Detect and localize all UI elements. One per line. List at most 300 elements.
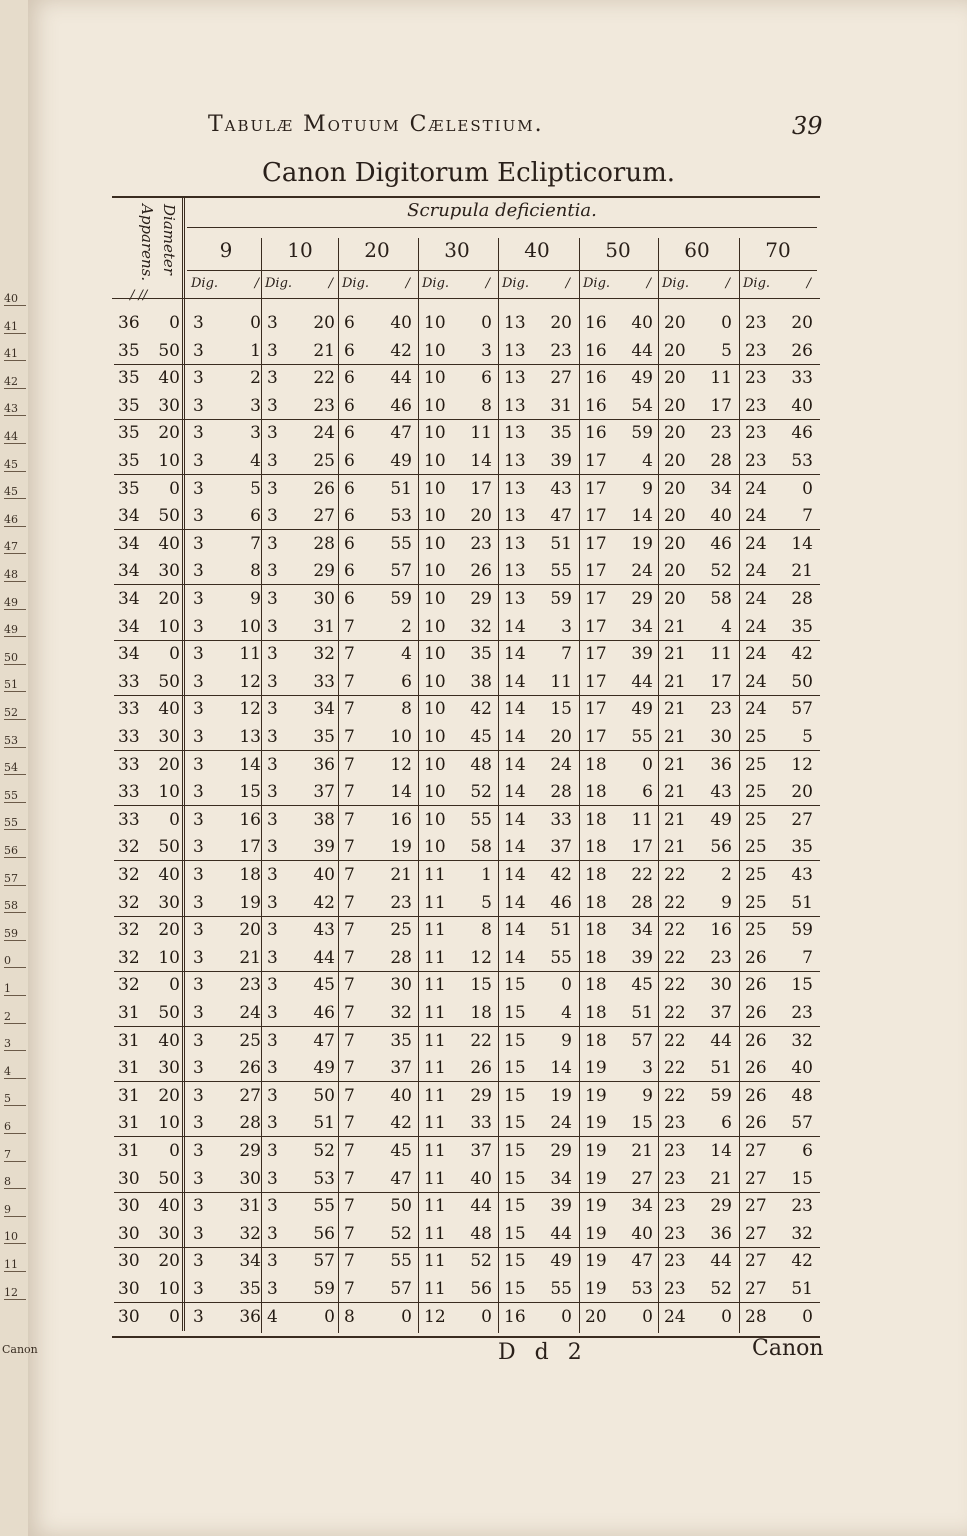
cell-digits: 17 <box>585 644 607 665</box>
cell-digits: 3 <box>267 1003 278 1023</box>
cell-digits: 23 <box>745 395 767 416</box>
digits-label: Dig. <box>583 276 611 291</box>
facing-page-number: 44 <box>4 430 26 444</box>
cell-minutes: 51 <box>791 1279 813 1299</box>
diameter-seconds: 0 <box>169 1306 180 1327</box>
cell-minutes: 40 <box>710 506 732 527</box>
diameter-minutes: 34 <box>118 561 140 582</box>
cell-digits: 3 <box>267 644 278 665</box>
cell-minutes: 57 <box>390 1279 412 1299</box>
cell-digits: 3 <box>193 506 204 527</box>
cell-minutes: 37 <box>550 837 572 858</box>
signature-mark: D d 2 <box>498 1340 588 1365</box>
table-row <box>114 420 820 446</box>
cell-minutes: 44 <box>390 368 412 389</box>
cell-digits: 3 <box>267 837 278 858</box>
cell-digits: 7 <box>344 920 355 941</box>
cell-digits: 3 <box>267 1196 278 1217</box>
cell-digits: 13 <box>504 589 526 609</box>
cell-minutes: 42 <box>791 1251 813 1272</box>
cell-digits: 3 <box>193 313 204 333</box>
cell-minutes: 28 <box>239 1113 261 1134</box>
cell-digits: 25 <box>745 782 767 803</box>
cell-minutes: 48 <box>470 1223 492 1244</box>
cell-digits: 22 <box>664 1058 686 1079</box>
cell-digits: 6 <box>344 340 355 361</box>
cell-digits: 27 <box>745 1141 767 1161</box>
cell-minutes: 42 <box>550 865 572 885</box>
cell-digits: 24 <box>745 478 767 499</box>
column-rule <box>418 238 419 1333</box>
cell-minutes: 42 <box>390 340 412 361</box>
cell-minutes: 59 <box>313 1279 335 1299</box>
cell-minutes: 20 <box>791 782 813 803</box>
facing-page-number: 53 <box>4 734 26 748</box>
cell-digits: 21 <box>664 644 686 665</box>
cell-minutes: 35 <box>791 837 813 858</box>
cell-digits: 17 <box>585 671 607 692</box>
cell-digits: 3 <box>267 1030 278 1051</box>
facing-page-number: 45 <box>4 485 26 499</box>
cell-minutes: 7 <box>561 644 572 665</box>
cell-digits: 7 <box>344 865 355 885</box>
cell-minutes: 44 <box>710 1030 732 1051</box>
cell-minutes: 43 <box>791 865 813 885</box>
header-rule <box>112 298 820 299</box>
table-row <box>114 641 820 667</box>
cell-minutes: 40 <box>791 1058 813 1079</box>
cell-digits: 23 <box>745 423 767 444</box>
cell-minutes: 27 <box>791 809 813 830</box>
cell-minutes: 42 <box>791 644 813 665</box>
cell-digits: 22 <box>664 947 686 968</box>
cell-digits: 10 <box>424 727 446 747</box>
cell-minutes: 17 <box>470 478 492 499</box>
cell-digits: 11 <box>424 920 446 941</box>
cell-minutes: 52 <box>390 1223 412 1244</box>
cell-minutes: 39 <box>313 837 335 858</box>
cell-digits: 10 <box>424 506 446 527</box>
digits-label: Dig. <box>422 276 450 291</box>
cell-minutes: 34 <box>631 920 653 941</box>
cell-digits: 10 <box>424 644 446 665</box>
facing-page-edge <box>0 0 38 1536</box>
cell-digits: 20 <box>664 395 686 416</box>
cell-minutes: 0 <box>642 1306 653 1327</box>
diameter-seconds: 0 <box>169 644 180 665</box>
cell-minutes: 26 <box>239 1058 261 1079</box>
table-row <box>114 338 820 365</box>
cell-digits: 3 <box>267 395 278 416</box>
cell-minutes: 22 <box>313 368 335 389</box>
cell-minutes: 51 <box>631 1003 653 1023</box>
cell-digits: 15 <box>504 1141 526 1161</box>
cell-minutes: 46 <box>791 423 813 444</box>
diameter-seconds: 20 <box>158 1085 180 1106</box>
cell-digits: 7 <box>344 975 355 996</box>
cell-digits: 14 <box>504 837 526 858</box>
table-row <box>114 1055 820 1082</box>
diameter-seconds: 40 <box>158 368 180 389</box>
cell-digits: 3 <box>193 865 204 885</box>
cell-minutes: 55 <box>550 947 572 968</box>
cell-digits: 10 <box>424 589 446 609</box>
cell-minutes: 45 <box>313 975 335 996</box>
cell-minutes: 19 <box>390 837 412 858</box>
cell-digits: 3 <box>267 1279 278 1299</box>
cell-minutes: 0 <box>561 975 572 996</box>
cell-digits: 23 <box>664 1251 686 1272</box>
cell-minutes: 59 <box>390 589 412 609</box>
cell-digits: 18 <box>585 782 607 803</box>
diameter-seconds: 40 <box>158 865 180 885</box>
cell-minutes: 23 <box>550 340 572 361</box>
cell-minutes: 2 <box>401 616 412 637</box>
diameter-minutes: 34 <box>118 644 140 665</box>
cell-minutes: 10 <box>239 616 261 637</box>
cell-minutes: 26 <box>791 340 813 361</box>
cell-digits: 15 <box>504 1223 526 1244</box>
cell-digits: 26 <box>745 1030 767 1051</box>
cell-minutes: 39 <box>550 1196 572 1217</box>
cell-digits: 3 <box>267 533 278 554</box>
cell-minutes: 35 <box>390 1030 412 1051</box>
diameter-seconds: 40 <box>158 533 180 554</box>
cell-minutes: 51 <box>791 892 813 913</box>
cell-minutes: 52 <box>710 561 732 582</box>
cell-minutes: 4 <box>250 451 261 471</box>
cell-minutes: 3 <box>481 340 492 361</box>
cell-minutes: 35 <box>550 423 572 444</box>
diameter-seconds: 50 <box>158 837 180 858</box>
cell-minutes: 0 <box>721 1306 732 1327</box>
cell-digits: 3 <box>193 533 204 554</box>
cell-digits: 23 <box>664 1196 686 1217</box>
cell-minutes: 7 <box>802 947 813 968</box>
cell-digits: 11 <box>424 1085 446 1106</box>
cell-digits: 18 <box>585 1030 607 1051</box>
cell-digits: 14 <box>504 644 526 665</box>
minutes-label: / <box>254 276 259 291</box>
cell-digits: 21 <box>664 671 686 692</box>
cell-digits: 21 <box>664 616 686 637</box>
cell-digits: 7 <box>344 947 355 968</box>
cell-minutes: 28 <box>313 533 335 554</box>
cell-digits: 20 <box>664 423 686 444</box>
cell-digits: 24 <box>745 506 767 527</box>
cell-minutes: 6 <box>481 368 492 389</box>
cell-digits: 3 <box>193 947 204 968</box>
cell-minutes: 43 <box>313 920 335 941</box>
cell-digits: 3 <box>267 313 278 333</box>
cell-minutes: 46 <box>550 892 572 913</box>
cell-minutes: 26 <box>470 561 492 582</box>
cell-minutes: 21 <box>239 947 261 968</box>
column-header: 10 <box>287 238 313 262</box>
cell-minutes: 20 <box>550 727 572 747</box>
cell-digits: 3 <box>267 561 278 582</box>
column-header: 9 <box>219 238 233 262</box>
cell-digits: 3 <box>267 920 278 941</box>
cell-digits: 3 <box>267 368 278 389</box>
cell-digits: 10 <box>424 671 446 692</box>
table-row <box>114 972 820 998</box>
cell-minutes: 13 <box>239 727 261 747</box>
cell-digits: 24 <box>745 616 767 637</box>
cell-digits: 15 <box>504 1030 526 1051</box>
cell-digits: 11 <box>424 865 446 885</box>
cell-digits: 20 <box>664 451 686 471</box>
table-row <box>114 890 820 917</box>
diameter-minutes: 33 <box>118 699 140 720</box>
diameter-minutes: 30 <box>118 1196 140 1217</box>
facing-page-number: 55 <box>4 789 26 803</box>
cell-minutes: 14 <box>791 533 813 554</box>
cell-digits: 7 <box>344 1113 355 1134</box>
cell-minutes: 49 <box>710 809 732 830</box>
cell-minutes: 20 <box>550 313 572 333</box>
cell-minutes: 59 <box>631 423 653 444</box>
cell-minutes: 5 <box>802 727 813 747</box>
diameter-minutes: 32 <box>118 865 140 885</box>
cell-minutes: 55 <box>313 1196 335 1217</box>
cell-minutes: 8 <box>401 699 412 720</box>
cell-digits: 17 <box>585 616 607 637</box>
cell-minutes: 35 <box>239 1279 261 1299</box>
cell-digits: 22 <box>664 975 686 996</box>
cell-minutes: 0 <box>481 1306 492 1327</box>
cell-digits: 11 <box>424 1030 446 1051</box>
cell-digits: 20 <box>664 506 686 527</box>
header-rule <box>187 270 817 271</box>
digits-label: Dig. <box>502 276 530 291</box>
diameter-minutes: 35 <box>118 368 140 389</box>
cell-digits: 3 <box>193 616 204 637</box>
cell-digits: 3 <box>193 368 204 389</box>
diameter-minutes: 32 <box>118 837 140 858</box>
cell-minutes: 42 <box>390 1113 412 1134</box>
diameter-minutes: 32 <box>118 975 140 996</box>
diameter-minutes: 33 <box>118 782 140 803</box>
cell-minutes: 28 <box>631 892 653 913</box>
cell-minutes: 25 <box>313 451 335 471</box>
cell-minutes: 39 <box>550 451 572 471</box>
table-row <box>114 476 820 502</box>
diameter-minutes: 35 <box>118 395 140 416</box>
cell-digits: 11 <box>424 1141 446 1161</box>
cell-minutes: 46 <box>313 1003 335 1023</box>
cell-minutes: 5 <box>481 892 492 913</box>
cell-digits: 3 <box>193 1279 204 1299</box>
cell-minutes: 7 <box>250 533 261 554</box>
cell-minutes: 9 <box>250 589 261 609</box>
cell-minutes: 17 <box>710 671 732 692</box>
cell-digits: 14 <box>504 699 526 720</box>
diameter-minutes: 35 <box>118 451 140 471</box>
cell-digits: 6 <box>344 478 355 499</box>
cell-minutes: 57 <box>791 1113 813 1134</box>
cell-digits: 3 <box>267 1085 278 1106</box>
diameter-minutes: 31 <box>118 1141 140 1161</box>
cell-digits: 25 <box>745 920 767 941</box>
cell-digits: 22 <box>664 920 686 941</box>
cell-digits: 23 <box>664 1168 686 1189</box>
cell-minutes: 29 <box>710 1196 732 1217</box>
facing-page-number: 11 <box>4 1258 26 1272</box>
cell-minutes: 3 <box>561 616 572 637</box>
cell-minutes: 4 <box>721 616 732 637</box>
cell-digits: 11 <box>424 1058 446 1079</box>
facing-catchword: Canon <box>2 1343 38 1356</box>
diameter-header: Diameter Apparens. <box>138 204 178 282</box>
cell-digits: 18 <box>585 837 607 858</box>
cell-minutes: 26 <box>313 478 335 499</box>
cell-minutes: 31 <box>550 395 572 416</box>
cell-digits: 17 <box>585 451 607 471</box>
cell-minutes: 34 <box>631 1196 653 1217</box>
minutes-label: / <box>806 276 811 291</box>
cell-digits: 23 <box>745 313 767 333</box>
cell-minutes: 47 <box>313 1030 335 1051</box>
facing-page-number: 50 <box>4 651 26 665</box>
cell-digits: 18 <box>585 947 607 968</box>
facing-page-number: 45 <box>4 458 26 472</box>
cell-minutes: 30 <box>710 727 732 747</box>
cell-minutes: 29 <box>631 589 653 609</box>
column-header: 50 <box>605 238 631 262</box>
table-row <box>114 1166 820 1193</box>
cell-digits: 27 <box>745 1279 767 1299</box>
facing-page-number: 49 <box>4 596 26 610</box>
cell-minutes: 47 <box>550 506 572 527</box>
cell-minutes: 51 <box>390 478 412 499</box>
cell-minutes: 55 <box>470 809 492 830</box>
cell-digits: 18 <box>585 865 607 885</box>
diameter-seconds: 50 <box>158 506 180 527</box>
cell-minutes: 42 <box>313 892 335 913</box>
cell-minutes: 14 <box>239 754 261 775</box>
cell-minutes: 59 <box>710 1085 732 1106</box>
cell-digits: 18 <box>585 1003 607 1023</box>
cell-digits: 3 <box>267 1168 278 1189</box>
diameter-seconds: 0 <box>169 975 180 996</box>
facing-page-number: 10 <box>4 1230 26 1244</box>
cell-minutes: 42 <box>470 699 492 720</box>
cell-digits: 19 <box>585 1085 607 1106</box>
facing-page-number: 54 <box>4 761 26 775</box>
diameter-seconds: 40 <box>158 1030 180 1051</box>
cell-digits: 3 <box>267 1251 278 1272</box>
cell-digits: 11 <box>424 1251 446 1272</box>
diameter-minutes: 30 <box>118 1306 140 1327</box>
cell-minutes: 23 <box>791 1003 813 1023</box>
facing-page-number: 5 <box>4 1092 26 1106</box>
cell-minutes: 44 <box>470 1196 492 1217</box>
cell-digits: 23 <box>664 1113 686 1134</box>
diameter-seconds: 0 <box>169 809 180 830</box>
digits-label: Dig. <box>265 276 293 291</box>
cell-digits: 7 <box>344 1141 355 1161</box>
cell-minutes: 39 <box>631 947 653 968</box>
cell-minutes: 19 <box>631 533 653 554</box>
cell-minutes: 40 <box>390 1085 412 1106</box>
cell-digits: 20 <box>585 1306 607 1327</box>
cell-minutes: 53 <box>313 1168 335 1189</box>
cell-minutes: 55 <box>390 1251 412 1272</box>
cell-digits: 3 <box>267 975 278 996</box>
cell-minutes: 47 <box>390 1168 412 1189</box>
cell-digits: 6 <box>344 589 355 609</box>
cell-digits: 14 <box>504 782 526 803</box>
cell-minutes: 2 <box>721 865 732 885</box>
cell-minutes: 49 <box>631 699 653 720</box>
diameter-seconds: 40 <box>158 1196 180 1217</box>
cell-digits: 27 <box>745 1168 767 1189</box>
diameter-seconds: 0 <box>169 313 180 333</box>
cell-minutes: 12 <box>470 947 492 968</box>
cell-digits: 3 <box>267 616 278 637</box>
cell-digits: 14 <box>504 865 526 885</box>
cell-digits: 3 <box>193 1196 204 1217</box>
cell-digits: 7 <box>344 644 355 665</box>
cell-minutes: 3 <box>642 1058 653 1079</box>
table-row <box>114 779 820 806</box>
cell-digits: 10 <box>424 754 446 775</box>
cell-digits: 27 <box>745 1223 767 1244</box>
cell-digits: 3 <box>267 1058 278 1079</box>
table-row <box>114 614 820 641</box>
table-row <box>114 669 820 696</box>
cell-minutes: 38 <box>313 809 335 830</box>
cell-digits: 19 <box>585 1058 607 1079</box>
diameter-seconds: 10 <box>158 782 180 803</box>
cell-digits: 3 <box>267 865 278 885</box>
cell-digits: 11 <box>424 1168 446 1189</box>
cell-digits: 6 <box>344 561 355 582</box>
cell-minutes: 46 <box>390 395 412 416</box>
cell-minutes: 14 <box>710 1141 732 1161</box>
cell-digits: 3 <box>193 644 204 665</box>
cell-digits: 6 <box>344 506 355 527</box>
cell-minutes: 6 <box>802 1141 813 1161</box>
minutes-label: / <box>485 276 490 291</box>
table-row <box>114 834 820 861</box>
diameter-minutes: 32 <box>118 947 140 968</box>
cell-digits: 10 <box>424 782 446 803</box>
cell-digits: 14 <box>504 947 526 968</box>
cell-minutes: 29 <box>313 561 335 582</box>
cell-digits: 26 <box>745 975 767 996</box>
cell-minutes: 51 <box>550 920 572 941</box>
cell-digits: 24 <box>745 699 767 720</box>
cell-digits: 16 <box>504 1306 526 1327</box>
cell-digits: 17 <box>585 478 607 499</box>
cell-minutes: 29 <box>470 1085 492 1106</box>
cell-minutes: 37 <box>390 1058 412 1079</box>
cell-digits: 21 <box>664 782 686 803</box>
digits-label: Dig. <box>662 276 690 291</box>
cell-digits: 21 <box>664 754 686 775</box>
table-row <box>114 807 820 833</box>
cell-minutes: 25 <box>390 920 412 941</box>
cell-digits: 15 <box>504 1279 526 1299</box>
cell-minutes: 11 <box>631 809 653 830</box>
cell-minutes: 50 <box>791 671 813 692</box>
diameter-seconds: 30 <box>158 727 180 747</box>
cell-digits: 27 <box>745 1251 767 1272</box>
cell-minutes: 0 <box>324 1306 335 1327</box>
column-header: 30 <box>444 238 470 262</box>
